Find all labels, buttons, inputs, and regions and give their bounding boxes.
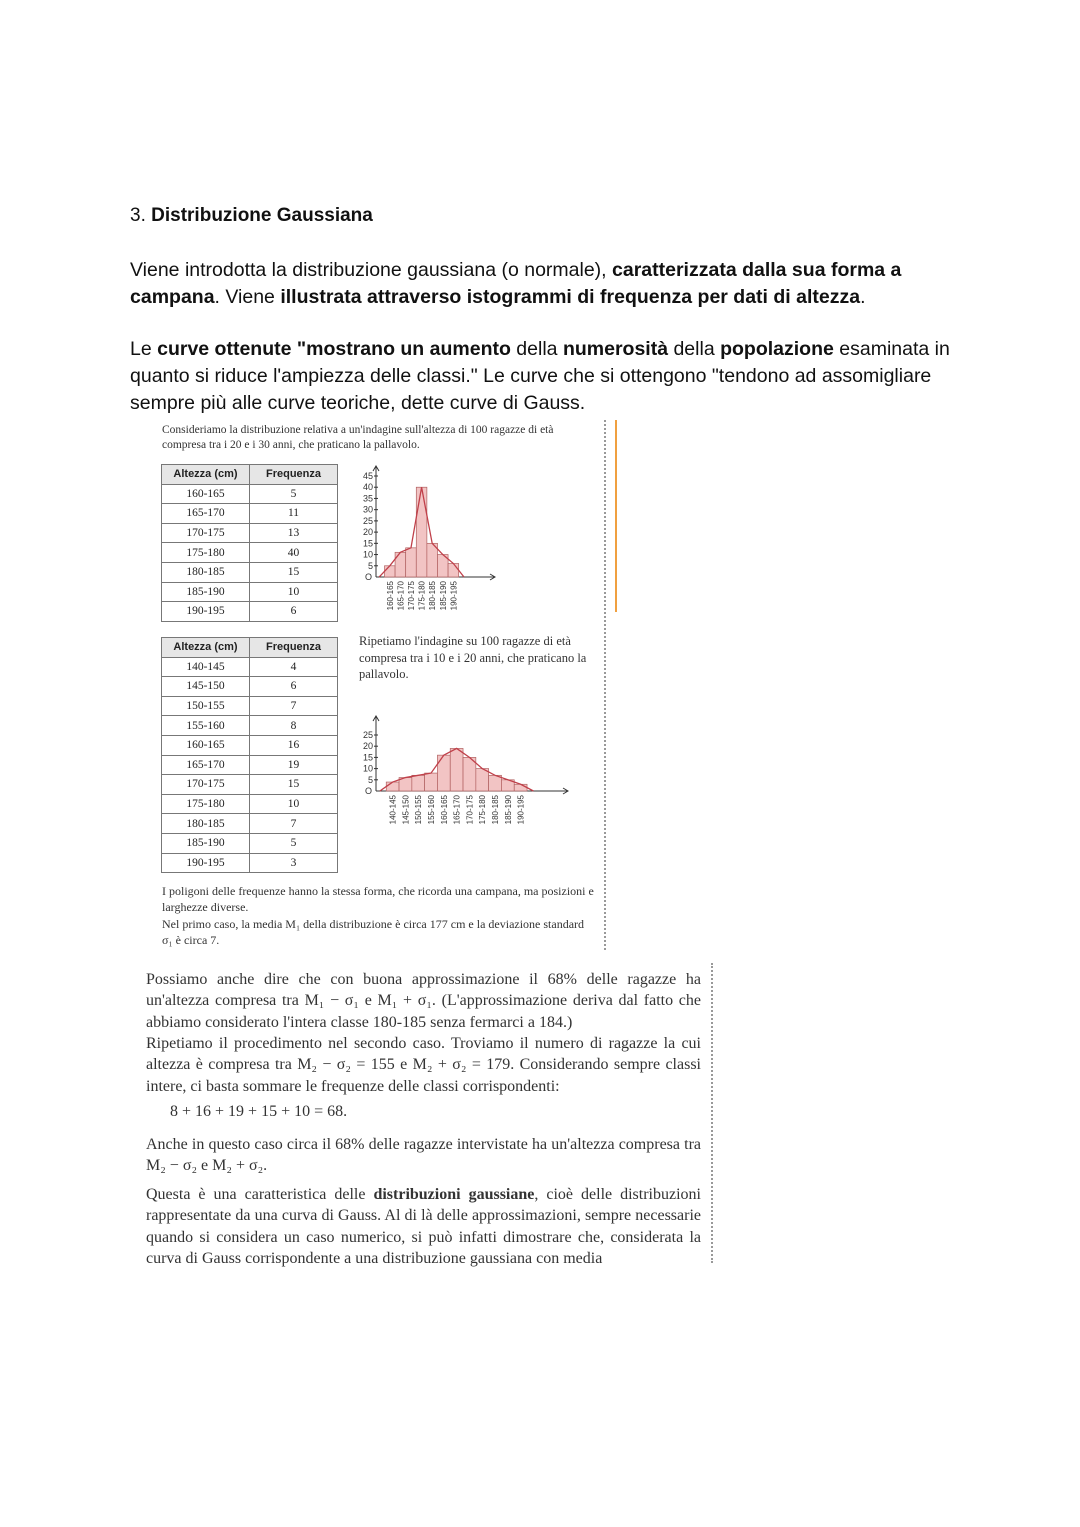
x-tick-label: 180-185 [491,795,501,825]
x-tick-label: 180-185 [428,581,438,611]
section-number: 3. [130,205,146,226]
cell-altezza: 175-180 [162,543,250,563]
origin-label: O [365,572,373,582]
y-tick-label: 45 [362,471,373,481]
x-tick-label: 165-170 [452,795,462,825]
section-title: Distribuzione Gaussiana [151,205,373,226]
histogram-2 [350,712,575,842]
book-caption-1: Consideriamo la distribuzione relativa a un'indagine sull'altezza di 100 ragazze di età compresa tra i 20 e i 30 anni, che praticano la pallavolo. [162,424,554,451]
cell-frequenza: 15 [250,775,338,795]
table-row [162,504,338,524]
cell-altezza: 190-195 [162,853,250,873]
y-tick-label: 5 [367,560,373,571]
cell-frequenza: 16 [250,735,338,755]
cell-frequenza: 15 [250,562,338,582]
table-row [162,543,338,563]
x-tick-label: 160-165 [385,581,395,611]
text-run: Questa è una caratteristica delle [146,1186,374,1203]
cell-frequenza: 8 [250,716,338,736]
section-heading [130,205,373,227]
x-tick-label: 170-175 [406,581,416,611]
table-row [162,735,338,755]
intro-paragraph-1 [130,257,960,311]
cell-frequenza: 13 [250,523,338,543]
cell-altezza: 170-175 [162,775,250,795]
book-caption-3: I poligoni delle frequenze hanno la stessa forma, che ricorda una campana, ma posizioni e larghezze diverse. [162,884,594,914]
table-row [162,562,338,582]
header-altezza: Altezza (cm) [162,638,250,658]
histogram-bar [448,564,459,577]
cell-altezza: 160-165 [162,484,250,504]
y-tick-label: 25 [362,515,373,526]
cell-frequenza: 5 [250,833,338,853]
page-margin-dots [604,420,606,950]
text-run: esaminata in quanto si riduce l'ampiezza delle classi." Le curve che si ottengono "tendono ad assomigliare sempre più alle curve teoriche, dette curve di Gauss. [130,338,950,414]
x-tick-label: 175-180 [417,581,427,611]
cell-altezza: 190-195 [162,602,250,622]
cell-altezza: 175-180 [162,794,250,814]
origin-label: O [365,786,373,796]
page-edge-mark [615,420,617,612]
histogram-bar [406,548,417,577]
bold-run: illustrata attraverso istogrammi di frequenza per dati di altezza [280,286,861,308]
y-tick-label: 15 [362,538,373,549]
y-tick-label: 20 [362,741,373,752]
cell-altezza: 155-160 [162,716,250,736]
histogram-bar [416,487,427,577]
cell-frequenza: 3 [250,853,338,873]
text-run: Viene introdotta la distribuzione gaussiana (o normale), [130,259,613,281]
book-paragraph-3: Anche in questo caso circa il 68% delle ragazze intervistate ha un'altezza compresa tra M₂ − σ₂ e M₂ + σ₂. [146,1136,701,1175]
cell-altezza: 150-155 [162,696,250,716]
x-tick-label: 155-160 [427,795,437,825]
intro-paragraph-2 [130,336,960,417]
table-row [162,657,338,677]
book-caption-2: Ripetiamo l'indagine su 100 ragazze di età compresa tra i 10 e i 20 anni, che praticano la pallavolo. [359,634,587,681]
cell-frequenza: 7 [250,814,338,834]
histogram-bar [384,566,395,577]
book-paragraph-1: Possiamo anche dire che con buona approssimazione il 68% delle ragazze ha un'altezza compresa tra M₁ − σ₁ e M₁ + σ₁. (L'approssimazione deriva dal fatto che abbiamo considerato l'intera classe 180-185 senza fermarci a 184.) [146,971,701,1031]
table-row [162,716,338,736]
x-tick-label: 145-150 [401,795,411,825]
cell-altezza: 145-150 [162,677,250,697]
histogram-bar [386,782,399,791]
histogram-1 [350,462,510,620]
y-tick-label: 30 [362,504,373,515]
cell-altezza: 185-190 [162,582,250,602]
cell-frequenza: 40 [250,543,338,563]
y-tick-label: 25 [362,730,373,740]
histogram-bar [489,775,502,791]
cell-altezza: 185-190 [162,833,250,853]
y-tick-label: 20 [362,527,373,538]
x-tick-label: 185-190 [503,795,513,825]
header-frequenza: Frequenza [250,638,338,658]
book-paragraph-4 [146,1184,701,1269]
book-caption-4: Nel primo caso, la media M₁ della distribuzione è circa 177 cm e la deviazione standard σ₁ è circa 7. [162,917,585,947]
cell-frequenza: 7 [250,696,338,716]
histogram-bar [476,769,489,791]
histogram-bar [450,748,463,791]
cell-frequenza: 5 [250,484,338,504]
table-row [162,602,338,622]
histogram-bar [514,784,527,791]
book-paragraph-2: Ripetiamo il procedimento nel secondo caso. Troviamo il numero di ragazze la cui altezza è compresa tra M₂ − σ₂ = 155 e M₂ + σ₂ = 179. Considerando sempre classi intere, ci basta sommare le frequenze delle classi corrispondenti: [146,1035,701,1095]
histogram-bar [463,757,476,791]
cell-frequenza: 4 [250,657,338,677]
x-tick-label: 165-170 [396,581,406,611]
y-tick-label: 40 [362,482,373,493]
text-run: , cioè delle distribuzioni rappresentate da una curva di Gauss. Al di là delle approssimazioni, sempre necessarie quando si considera un caso numerico, si può infatti dimostrare che, considerata la curva di Gauss corrispondente a una distribuzione gaussiana con media [146,1186,701,1267]
cell-frequenza: 19 [250,755,338,775]
table-row [162,523,338,543]
bold-run: popolazione [720,338,834,360]
cell-altezza: 170-175 [162,523,250,543]
x-tick-label: 190-195 [449,581,459,611]
x-tick-label: 170-175 [465,795,475,825]
page-margin-dots [711,963,713,1263]
bold-run: curve ottenute "mostrano un aumento [157,338,511,360]
sum-formula: 8 + 16 + 19 + 15 + 10 = 68. [170,1103,348,1120]
table-row [162,814,338,834]
cell-altezza: 140-145 [162,657,250,677]
table-row [162,677,338,697]
histogram-bar [425,773,438,791]
y-tick-label: 35 [362,493,373,504]
y-tick-label: 15 [362,752,373,763]
y-tick-label: 10 [362,763,373,774]
x-tick-label: 140-145 [388,795,398,825]
cell-frequenza: 10 [250,582,338,602]
histogram-bar [412,775,425,791]
cell-altezza: 165-170 [162,504,250,524]
cell-frequenza: 6 [250,677,338,697]
cell-frequenza: 6 [250,602,338,622]
x-tick-label: 190-195 [516,795,526,825]
header-altezza: Altezza (cm) [162,465,250,485]
cell-frequenza: 10 [250,794,338,814]
x-tick-label: 150-155 [414,795,424,825]
table-row [162,794,338,814]
table-row [162,484,338,504]
text-run: della [668,338,721,360]
bold-run: numerosità [562,338,669,360]
y-tick-label: 10 [362,549,373,560]
histogram-bar [427,543,438,577]
header-frequenza: Frequenza [250,465,338,485]
text-run: Le [130,338,158,360]
bold-run: caratterizzata dalla sua forma a campana [130,259,902,308]
table-row [162,696,338,716]
table-row [162,833,338,853]
table-row [162,755,338,775]
table-row [162,775,338,795]
frequency-table-2 [161,637,338,873]
cell-altezza: 180-185 [162,562,250,582]
table-row [162,582,338,602]
text-run: . Viene [214,286,281,308]
x-tick-label: 185-190 [438,581,448,611]
y-tick-label: 5 [367,774,373,785]
cell-altezza: 165-170 [162,755,250,775]
cell-frequenza: 11 [250,504,338,524]
text-run: della [510,338,563,360]
x-tick-label: 160-165 [439,795,449,825]
cell-altezza: 180-185 [162,814,250,834]
cell-altezza: 160-165 [162,735,250,755]
bold-run: distribuzioni gaussiane [373,1186,535,1203]
frequency-table-1 [161,464,338,622]
x-tick-label: 175-180 [478,795,488,825]
text-run: . [860,286,866,308]
table-row [162,853,338,873]
